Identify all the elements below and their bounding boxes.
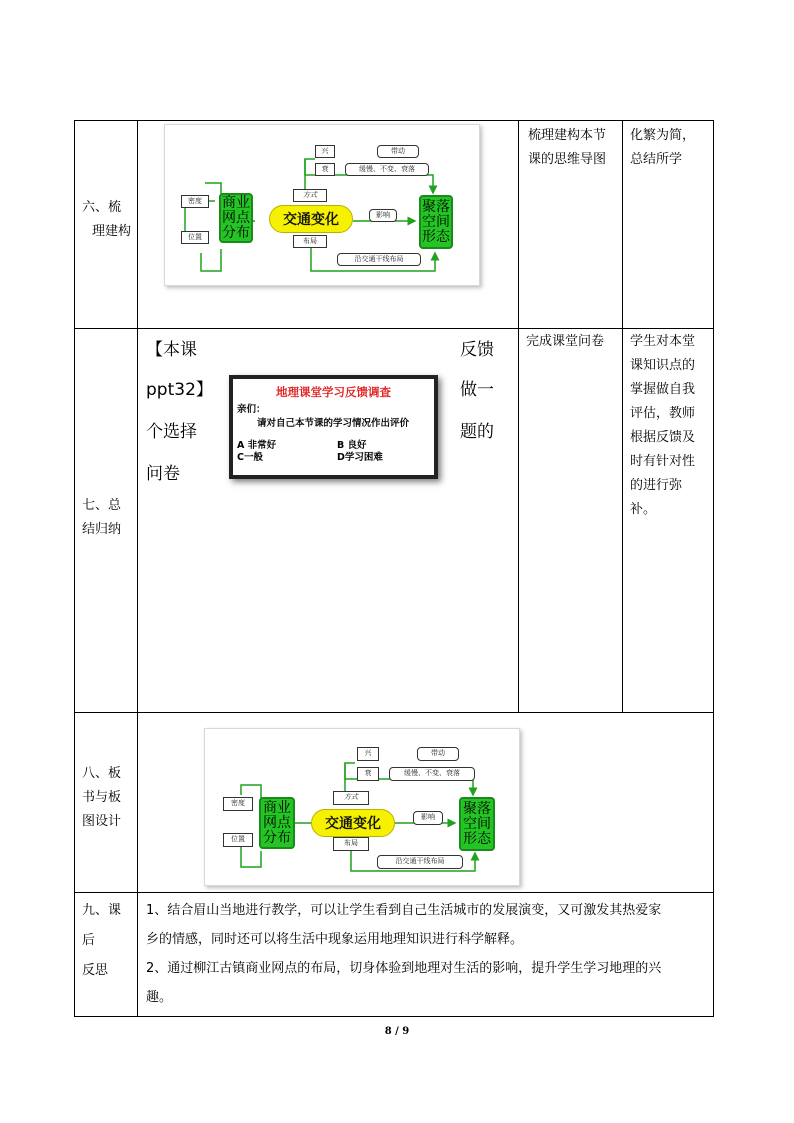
row9-label-c: 反思 bbox=[82, 963, 109, 978]
mm2-buju: 布局 bbox=[333, 837, 369, 851]
mindmap-2 bbox=[204, 728, 520, 886]
mm2-center: 交通变化 bbox=[311, 809, 395, 837]
row7-intent-7: 补。 bbox=[630, 502, 657, 517]
mm-bottom: 沿交通干线布局 bbox=[337, 253, 421, 266]
mm2-midu: 密度 bbox=[223, 797, 253, 811]
mm2-daidong: 带动 bbox=[417, 747, 459, 761]
row7-text-4: 个选择 bbox=[146, 422, 197, 442]
page-number: 8 / 9 bbox=[384, 1026, 410, 1037]
mm2-right: 聚落空间形态 bbox=[459, 797, 495, 851]
mm-center: 交通变化 bbox=[269, 205, 353, 233]
row6-activity-a: 梳理建构本节 bbox=[528, 128, 607, 143]
mm-weizhi: 位置 bbox=[181, 231, 209, 244]
row6-label bbox=[82, 196, 131, 244]
row8-label bbox=[82, 762, 121, 834]
row7-intent-0: 学生对本堂 bbox=[630, 334, 696, 349]
row7-intent bbox=[630, 330, 695, 522]
row6-label-a: 六、梳 bbox=[82, 200, 122, 215]
survey-opt-c: C一般 bbox=[237, 452, 263, 463]
mm-xing: 兴 bbox=[315, 145, 335, 158]
survey-opt-b: B 良好 bbox=[337, 440, 367, 451]
row6-label-b: 理建构 bbox=[92, 224, 132, 239]
row9-p2-b: 趣。 bbox=[146, 990, 173, 1005]
row9-p1-a: 1、结合眉山当地进行教学，可以让学生看到自己生活城市的发展演变，又可激发其热爱家 bbox=[146, 903, 662, 918]
row7-label bbox=[82, 494, 121, 542]
mm2-weizhi: 位置 bbox=[223, 833, 253, 847]
mm2-left: 商业网点分布 bbox=[259, 797, 295, 849]
row7-text-3: 做一 bbox=[460, 380, 494, 400]
row7-intent-1: 课知识点的 bbox=[630, 358, 696, 373]
mm2-shuai: 衰 bbox=[357, 767, 379, 781]
mm2-bottom: 沿交通干线布局 bbox=[377, 855, 463, 869]
row7-text-5: 题的 bbox=[460, 422, 494, 442]
row7-intent-6: 的进行弥 bbox=[630, 478, 683, 493]
mm-buju: 布局 bbox=[293, 235, 327, 248]
row7-activity: 完成课堂问卷 bbox=[526, 334, 605, 349]
mindmap-1 bbox=[164, 124, 480, 286]
mm2-fangshi: 方式 bbox=[333, 791, 369, 805]
mm-yingxiang: 影响 bbox=[369, 209, 397, 222]
row9-label-b: 后 bbox=[82, 933, 96, 948]
mm-left: 商业网点分布 bbox=[219, 193, 253, 243]
row6-intent-a: 化繁为简， bbox=[630, 128, 696, 143]
row7-intent-5: 时有针对性 bbox=[630, 454, 696, 469]
row7-label-b: 结归纳 bbox=[82, 522, 122, 537]
row7-text-1: 反馈 bbox=[460, 340, 494, 360]
mm-fangshi: 方式 bbox=[293, 189, 327, 202]
row9-p2-a: 2、通过柳江古镇商业网点的布局，切身体验到地理对生活的影响，提升学生学习地理的兴 bbox=[146, 961, 662, 976]
row7-intent-2: 掌握做自我 bbox=[630, 382, 696, 397]
row6-intent-b: 总结所学 bbox=[630, 152, 683, 167]
mm-shuai: 衰 bbox=[315, 163, 335, 176]
mm-midu: 密度 bbox=[181, 195, 209, 208]
mm2-xing: 兴 bbox=[357, 747, 379, 761]
row7-text-2: ppt32】 bbox=[146, 380, 213, 400]
row8-label-a: 八、板 bbox=[82, 766, 122, 781]
survey-greeting: 亲们： bbox=[237, 404, 266, 415]
mm-daidong: 带动 bbox=[377, 145, 419, 158]
survey-title: 地理课堂学习反馈调查 bbox=[276, 385, 391, 399]
row7-label-a: 七、总 bbox=[82, 498, 122, 513]
row6-activity bbox=[528, 124, 606, 172]
row8-label-c: 图设计 bbox=[82, 814, 122, 829]
row7-intent-4: 根据反馈及 bbox=[630, 430, 696, 445]
row8-label-b: 书与板 bbox=[82, 790, 122, 805]
survey-opt-d: D学习困难 bbox=[337, 452, 383, 463]
row7-text-0: 【本课 bbox=[146, 340, 197, 360]
row6-activity-b: 课的思维导图 bbox=[528, 152, 607, 167]
survey-prompt: 请对自己本节课的学习情况作出评价 bbox=[257, 418, 410, 429]
mm-modes: 缓慢、不变、衰落 bbox=[345, 163, 429, 176]
mm2-modes: 缓慢、不变、衰落 bbox=[389, 767, 475, 781]
row9-reflection bbox=[146, 896, 661, 1012]
row9-p1-b: 乡的情感，同时还可以将生活中现象运用地理知识进行科学解释。 bbox=[146, 932, 524, 947]
row7-text-6: 问卷 bbox=[146, 464, 180, 484]
row9-label bbox=[82, 896, 121, 986]
row9-label-a: 九、课 bbox=[82, 903, 122, 918]
row6-intent bbox=[630, 124, 695, 172]
mm2-yingxiang: 影响 bbox=[413, 811, 443, 825]
feedback-survey-image bbox=[229, 375, 438, 479]
mm-right: 聚落空间形态 bbox=[419, 195, 453, 249]
row7-intent-3: 评估，教师 bbox=[630, 406, 696, 421]
survey-opt-a: A 非常好 bbox=[237, 440, 277, 451]
